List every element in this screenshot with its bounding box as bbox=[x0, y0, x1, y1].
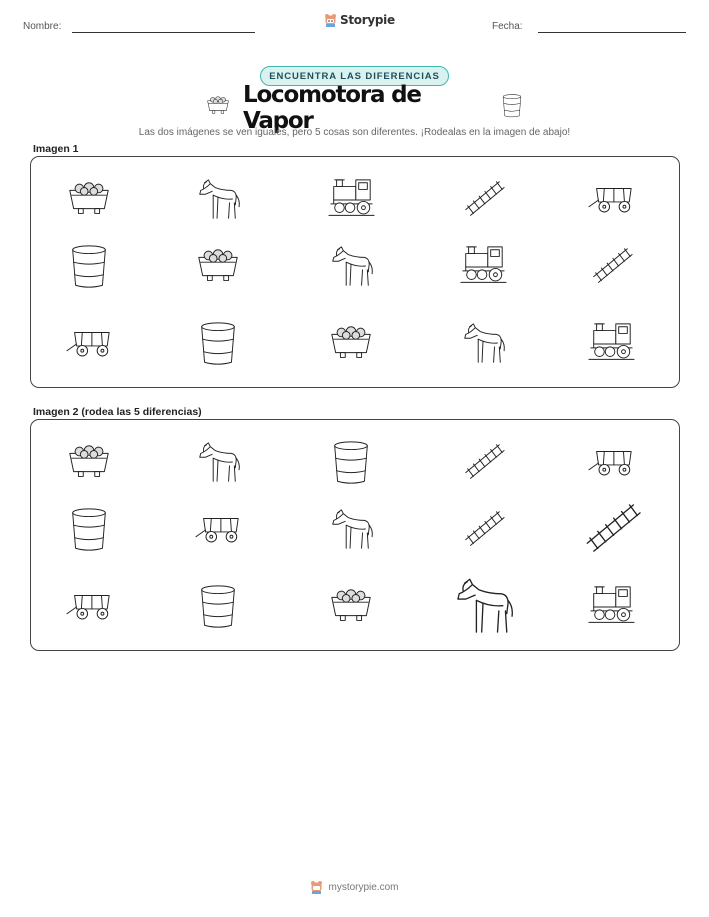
panel1-cell-3-5 bbox=[581, 316, 641, 372]
panel2-cell-2-1[interactable] bbox=[59, 502, 119, 558]
panel1-cell-3-2 bbox=[188, 316, 248, 372]
coal-cart-icon bbox=[65, 176, 113, 224]
rail-track-icon bbox=[578, 497, 644, 563]
horse-icon bbox=[459, 320, 507, 368]
train-icon bbox=[327, 176, 375, 224]
horse-icon bbox=[194, 176, 242, 224]
panel2-cell-2-3[interactable] bbox=[321, 502, 381, 558]
panel2-cell-1-5[interactable] bbox=[581, 435, 641, 491]
panel1-cell-2-4 bbox=[453, 239, 513, 295]
train-icon bbox=[587, 320, 635, 368]
panel2-cell-3-3[interactable] bbox=[321, 579, 381, 635]
panel1-cell-3-1 bbox=[59, 316, 119, 372]
coal-cart-icon bbox=[327, 583, 375, 631]
title-coal-cart-icon bbox=[205, 93, 231, 124]
panel1-cell-1-3 bbox=[321, 172, 381, 228]
panel1-cell-2-1 bbox=[59, 239, 119, 295]
coal-cart-icon bbox=[65, 439, 113, 487]
image1-label: Imagen 1 bbox=[33, 143, 79, 155]
brand-logo bbox=[324, 13, 395, 27]
image1-panel bbox=[30, 156, 680, 388]
train-icon bbox=[459, 243, 507, 291]
bucket-icon bbox=[65, 243, 113, 291]
rail-track-icon bbox=[459, 506, 507, 554]
panel2-cell-3-2[interactable] bbox=[188, 579, 248, 635]
date-field[interactable] bbox=[538, 32, 686, 33]
brand-name: Storypie bbox=[340, 13, 395, 27]
date-label: Fecha: bbox=[492, 21, 523, 32]
title-bucket-icon bbox=[499, 93, 525, 124]
bucket-icon bbox=[194, 320, 242, 368]
wagon-icon bbox=[587, 439, 635, 487]
panel2-cell-3-4[interactable] bbox=[444, 570, 522, 644]
wagon-icon bbox=[194, 506, 242, 554]
panel1-cell-3-3 bbox=[321, 316, 381, 372]
name-field[interactable] bbox=[72, 32, 255, 33]
horse-icon bbox=[194, 439, 242, 487]
panel2-cell-1-2[interactable] bbox=[188, 435, 248, 491]
panel1-cell-1-4 bbox=[453, 172, 513, 228]
bucket-icon bbox=[194, 583, 242, 631]
train-icon bbox=[587, 583, 635, 631]
panel2-cell-2-2[interactable] bbox=[188, 502, 248, 558]
image2-panel[interactable] bbox=[30, 419, 680, 651]
panel1-cell-2-3 bbox=[321, 239, 381, 295]
footer-url: mystorypie.com bbox=[328, 881, 399, 893]
panel2-cell-1-4[interactable] bbox=[453, 435, 513, 491]
page-title-row bbox=[205, 82, 525, 134]
name-label: Nombre: bbox=[23, 21, 62, 32]
horse-icon bbox=[327, 506, 375, 554]
coal-cart-icon bbox=[194, 243, 242, 291]
image2-label: Imagen 2 (rodea las 5 diferencias) bbox=[33, 406, 202, 418]
panel2-cell-1-3[interactable] bbox=[321, 435, 381, 491]
instructions: Las dos imágenes se ven iguales, pero 5 cosas son diferentes. ¡Rodealas en la imagen de abajo! bbox=[138, 127, 571, 138]
bucket-icon bbox=[65, 506, 113, 554]
coal-cart-icon bbox=[327, 320, 375, 368]
panel1-cell-1-5 bbox=[581, 172, 641, 228]
rail-track-icon bbox=[459, 176, 507, 224]
panel2-cell-2-5[interactable] bbox=[572, 493, 650, 567]
wagon-icon bbox=[65, 320, 113, 368]
panel1-cell-2-2 bbox=[188, 239, 248, 295]
panel2-cell-3-1[interactable] bbox=[59, 579, 119, 635]
horse-icon bbox=[450, 574, 516, 640]
activity-badge: ENCUENTRA LAS DIFERENCIAS bbox=[260, 66, 449, 86]
wagon-icon bbox=[65, 583, 113, 631]
panel1-cell-2-5 bbox=[581, 239, 641, 295]
footer bbox=[0, 880, 709, 894]
panel2-cell-3-5[interactable] bbox=[581, 579, 641, 635]
wagon-icon bbox=[587, 176, 635, 224]
bear-logo-icon bbox=[310, 880, 323, 894]
panel1-cell-3-4 bbox=[453, 316, 513, 372]
panel2-cell-1-1[interactable] bbox=[59, 435, 119, 491]
panel2-cell-2-4[interactable] bbox=[453, 502, 513, 558]
bear-logo-icon bbox=[324, 13, 337, 27]
rail-track-icon bbox=[459, 439, 507, 487]
panel1-cell-1-2 bbox=[188, 172, 248, 228]
rail-track-icon bbox=[587, 243, 635, 291]
page-title: Locomotora de Vapor bbox=[243, 82, 421, 134]
horse-icon bbox=[327, 243, 375, 291]
panel1-cell-1-1 bbox=[59, 172, 119, 228]
bucket-icon bbox=[327, 439, 375, 487]
